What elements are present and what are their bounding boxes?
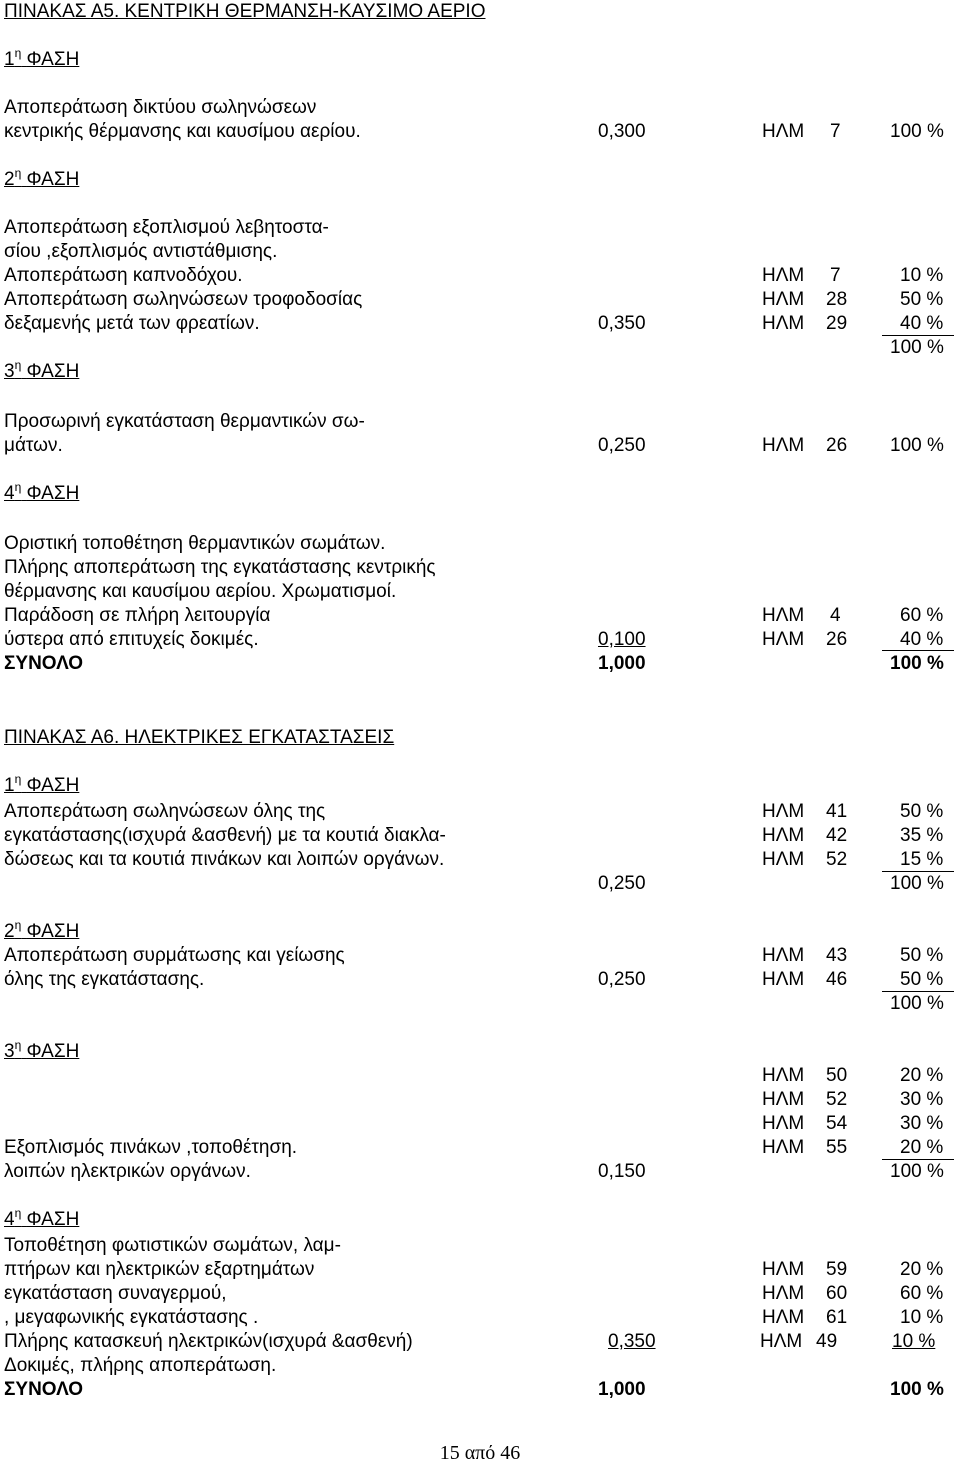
- a5-p4-r4-pct: 60 %: [900, 605, 944, 626]
- a5-title: ΠΙΝΑΚΑΣ Α5. ΚΕΝΤΡΙΚΗ ΘΕΡΜΑΝΣΗ-ΚΑΥΣΙΜΟ ΑΕΡΙΟ: [4, 1, 486, 22]
- a6-p3-r4-unit: ΗΛΜ: [762, 1137, 805, 1158]
- a6-p3-line4: Εξοπλισμός πινάκων ,τοποθέτηση.: [4, 1137, 298, 1158]
- a5-phase4-heading: $4^\eta$ ΦΑΣΗ: [4, 480, 80, 504]
- a6-p4-line2: πτήρων και ηλεκτρικών εξαρτημάτων: [4, 1259, 315, 1280]
- a6-p3-r4-pct: 20 %: [900, 1137, 944, 1158]
- a6-p1-r2-num: 42: [826, 825, 848, 846]
- a6-p3-r3-unit: ΗΛΜ: [762, 1113, 805, 1134]
- a5-p2-r4-unit: ΗΛΜ: [762, 289, 805, 310]
- a5-phase3-heading: $3^\eta$ ΦΑΣΗ: [4, 358, 80, 382]
- a6-p1-r1-pct: 50 %: [900, 801, 944, 822]
- a5-p1-unit: ΗΛΜ: [762, 121, 805, 142]
- a6-phase1-heading: $1^\eta$ ΦΑΣΗ: [4, 772, 80, 796]
- a5-p4-r4-unit: ΗΛΜ: [762, 605, 805, 626]
- a5-p2-r5-unit: ΗΛΜ: [762, 313, 805, 334]
- a6-p4-line6: Δοκιμές, πλήρης αποπεράτωση.: [4, 1355, 277, 1376]
- a6-p2-r1-num: 43: [826, 945, 848, 966]
- a6-p1-total: 100 %: [890, 873, 944, 894]
- a6-p3-r1-num: 50: [826, 1065, 848, 1086]
- a5-p4-r5-unit: ΗΛΜ: [762, 629, 805, 650]
- a5-phase2-heading: $2^\eta$ ΦΑΣΗ: [4, 166, 80, 190]
- a6-p1-weight: 0,250: [598, 873, 646, 894]
- a5-p4-line4: Παράδοση σε πλήρη λειτουργία: [4, 605, 271, 626]
- a6-p4-r3-unit: ΗΛΜ: [762, 1283, 805, 1304]
- a5-p2-r3-num: 7: [830, 265, 841, 286]
- a5-p3-line2: μάτων.: [4, 435, 63, 456]
- a5-total-pct: 100 %: [890, 653, 944, 674]
- a6-p2-line2: όλης της εγκατάστασης.: [4, 969, 205, 990]
- a5-p4-r5-num: 26: [826, 629, 848, 650]
- a5-p4-r4-num: 4: [830, 605, 841, 626]
- a6-phase4-heading: $4^\eta$ ΦΑΣΗ: [4, 1206, 80, 1230]
- a6-p3-line5: λοιπών ηλεκτρικών οργάνων.: [4, 1161, 251, 1182]
- a6-p2-total: 100 %: [890, 993, 944, 1014]
- a5-p4-line2: Πλήρης αποπεράτωση της εγκατάστασης κεντρικής: [4, 557, 436, 578]
- a6-p3-r3-num: 54: [826, 1113, 848, 1134]
- a5-p1-line2: κεντρικής θέρμανσης και καυσίμου αερίου.: [4, 121, 361, 142]
- a6-p4-r2-unit: ΗΛΜ: [762, 1259, 805, 1280]
- a6-p4-weight: 0,350: [608, 1331, 656, 1352]
- a6-p3-total: 100 %: [890, 1161, 944, 1182]
- a6-p4-line1: Τοποθέτηση φωτιστικών σωμάτων, λαμ-: [4, 1235, 341, 1256]
- a5-p3-line1: Προσωρινή εγκατάσταση θερμαντικών σω-: [4, 411, 365, 432]
- a6-p1-line2: εγκατάστασης(ισχυρά &ασθενή) με τα κουτιά διακλα-: [4, 825, 446, 846]
- a6-p2-weight: 0,250: [598, 969, 646, 990]
- a6-p1-line3: δώσεως και τα κουτιά πινάκων και λοιπών οργάνων.: [4, 849, 445, 870]
- a6-p1-r3-num: 52: [826, 849, 848, 870]
- a6-phase2-heading: $2^\eta$ ΦΑΣΗ: [4, 918, 80, 942]
- a6-p1-r3-unit: ΗΛΜ: [762, 849, 805, 870]
- a6-p4-r2-pct: 20 %: [900, 1259, 944, 1280]
- a6-p4-r4-unit: ΗΛΜ: [762, 1307, 805, 1328]
- a5-p2-line1: Αποπεράτωση εξοπλισμού λεβητοστα-: [4, 217, 329, 238]
- a5-p3-weight: 0,250: [598, 435, 646, 456]
- a6-p4-r5-unit: ΗΛΜ: [760, 1331, 803, 1352]
- a6-p1-r1-num: 41: [826, 801, 848, 822]
- a5-p1-line1: Αποπεράτωση δικτύου σωληνώσεων: [4, 97, 317, 118]
- a6-p1-r2-pct: 35 %: [900, 825, 944, 846]
- a6-p1-r1-unit: ΗΛΜ: [762, 801, 805, 822]
- a6-p3-r3-pct: 30 %: [900, 1113, 944, 1134]
- a6-p4-r5-pct: 10 %: [892, 1331, 936, 1352]
- a6-p3-r1-unit: ΗΛΜ: [762, 1065, 805, 1086]
- a6-p2-r1-unit: ΗΛΜ: [762, 945, 805, 966]
- a5-p4-sum-rule: [882, 650, 954, 651]
- a6-p4-r4-pct: 10 %: [900, 1307, 944, 1328]
- a5-p4-line5: ύστερα από επιτυχείς δοκιμές.: [4, 629, 259, 650]
- a6-p1-line1: Αποπεράτωση σωληνώσεων όλης της: [4, 801, 326, 822]
- a5-p2-r5-pct: 40 %: [900, 313, 944, 334]
- a5-p2-r3-pct: 10 %: [900, 265, 944, 286]
- a6-p3-r4-num: 55: [826, 1137, 848, 1158]
- a5-p1-weight: 0,300: [598, 121, 646, 142]
- a6-p2-r2-num: 46: [826, 969, 848, 990]
- a6-p1-r2-unit: ΗΛΜ: [762, 825, 805, 846]
- a6-total-pct: 100 %: [890, 1379, 944, 1400]
- a5-p2-line3: Αποπεράτωση καπνοδόχου.: [4, 265, 243, 286]
- a5-p2-total: 100 %: [890, 337, 944, 358]
- a5-p4-line1: Οριστική τοποθέτηση θερμαντικών σωμάτων.: [4, 533, 386, 554]
- a5-p4-weight: 0,100: [598, 629, 646, 650]
- a6-total-weight: 1,000: [598, 1379, 646, 1400]
- a6-p3-r2-num: 52: [826, 1089, 848, 1110]
- a5-total-weight: 1,000: [598, 653, 646, 674]
- a5-p2-weight: 0,350: [598, 313, 646, 334]
- a5-p1-num: 7: [830, 121, 841, 142]
- a5-p4-r5-pct: 40 %: [900, 629, 944, 650]
- page-number: 15 από 46: [439, 1442, 521, 1464]
- a5-p2-line5: δεξαμενής μετά των φρεατίων.: [4, 313, 260, 334]
- a5-p2-r4-pct: 50 %: [900, 289, 944, 310]
- a6-p4-r4-num: 61: [826, 1307, 848, 1328]
- a6-p2-r2-pct: 50 %: [900, 969, 944, 990]
- a6-p2-r1-pct: 50 %: [900, 945, 944, 966]
- a6-p4-r3-pct: 60 %: [900, 1283, 944, 1304]
- a5-p3-pct: 100 %: [890, 435, 944, 456]
- a5-p3-num: 26: [826, 435, 848, 456]
- a5-p4-line3: θέρμανσης και καυσίμου αερίου. Χρωματισμοί.: [4, 581, 397, 602]
- a5-p2-r3-unit: ΗΛΜ: [762, 265, 805, 286]
- a5-total-label: ΣΥΝΟΛΟ: [4, 653, 84, 674]
- a6-p3-weight: 0,150: [598, 1161, 646, 1182]
- a6-p4-r5-num: 49: [816, 1331, 838, 1352]
- a6-p4-line4: , μεγαφωνικής εγκατάστασης .: [4, 1307, 259, 1328]
- a6-p4-r3-num: 60: [826, 1283, 848, 1304]
- a5-p2-line2: σίου ,εξοπλισμός αντιστάθμισης.: [4, 241, 278, 262]
- a6-phase3-heading: $3^\eta$ ΦΑΣΗ: [4, 1038, 80, 1062]
- a6-p2-r2-unit: ΗΛΜ: [762, 969, 805, 990]
- a5-p2-r4-num: 28: [826, 289, 848, 310]
- a5-phase1-heading: $1^\eta$ ΦΑΣΗ: [4, 46, 80, 70]
- a6-p4-r2-num: 59: [826, 1259, 848, 1280]
- a6-total-label: ΣΥΝΟΛΟ: [4, 1379, 84, 1400]
- a6-p1-r3-pct: 15 %: [900, 849, 944, 870]
- a5-p2-line4: Αποπεράτωση σωληνώσεων τροφοδοσίας: [4, 289, 363, 310]
- a6-p2-line1: Αποπεράτωση συρμάτωσης και γείωσης: [4, 945, 345, 966]
- a6-p3-r2-pct: 30 %: [900, 1089, 944, 1110]
- a6-p3-r1-pct: 20 %: [900, 1065, 944, 1086]
- a5-p1-pct: 100 %: [890, 121, 944, 142]
- a6-title: ΠΙΝΑΚΑΣ Α6. ΗΛΕΚΤΡΙΚΕΣ ΕΓΚΑΤΑΣΤΑΣΕΙΣ: [4, 727, 395, 748]
- a6-p4-line3: εγκατάσταση συναγερμού,: [4, 1283, 227, 1304]
- a6-p4-line5: Πλήρης κατασκευή ηλεκτρικών(ισχυρά &ασθενή): [4, 1331, 413, 1352]
- a5-p3-unit: ΗΛΜ: [762, 435, 805, 456]
- a6-p3-r2-unit: ΗΛΜ: [762, 1089, 805, 1110]
- a5-p2-r5-num: 29: [826, 313, 848, 334]
